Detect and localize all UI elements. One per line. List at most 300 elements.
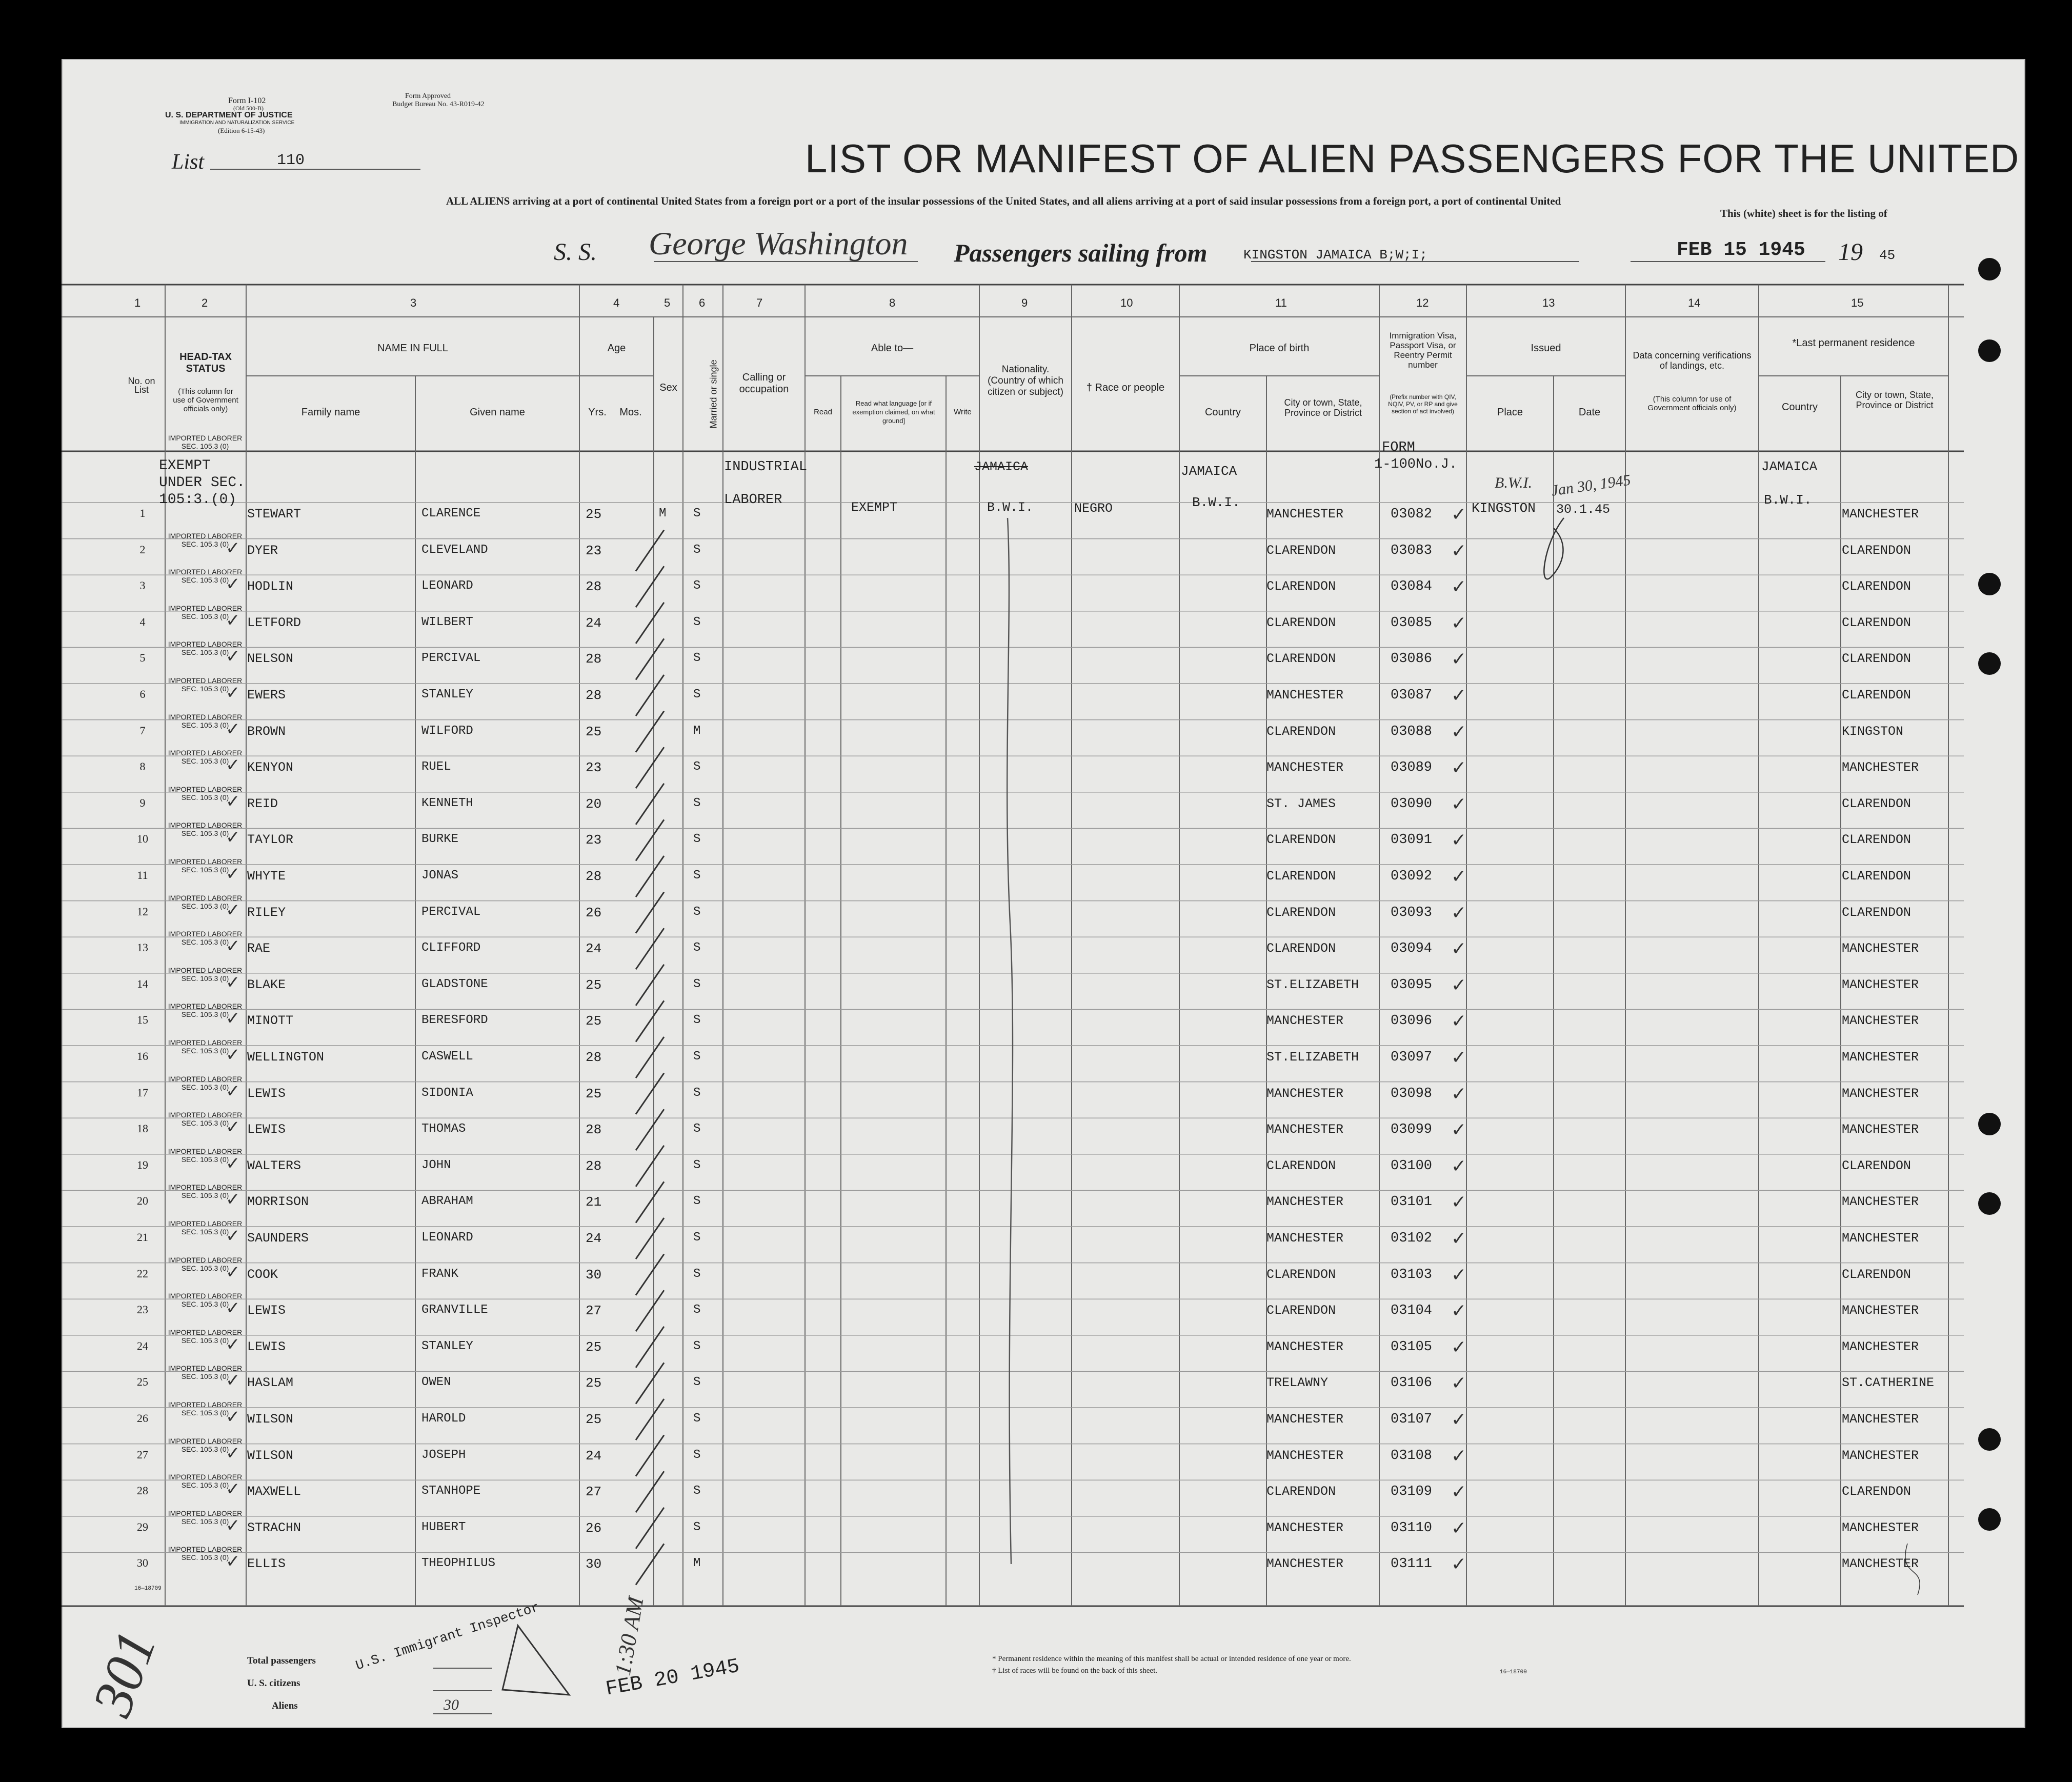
header-birth-country: Country [1204, 407, 1241, 418]
family-name: NELSON [247, 651, 294, 667]
age-years: 26 [586, 1520, 602, 1536]
form-approved: Form Approved [405, 92, 451, 100]
status-section: SEC. 105.3 (0) [181, 902, 229, 910]
given-name: WILBERT [421, 615, 473, 629]
sex-check-mark [636, 1037, 664, 1078]
given-name: HUBERT [421, 1520, 466, 1534]
age-years: 30 [586, 1267, 602, 1283]
header-last-residence: *Last permanent residence [1792, 337, 1915, 349]
status-imported-laborer: IMPORTED LABORER [168, 1074, 243, 1083]
status-section: SEC. 105.3 (0) [181, 1119, 229, 1128]
family-name: KENYON [247, 760, 294, 775]
year-suffix: 45 [1879, 248, 1896, 263]
res-country-line-2: B.W.I. [1764, 492, 1812, 508]
form-number: Form I-102 [228, 96, 266, 105]
header-place-of-birth: Place of birth [1249, 343, 1310, 354]
sex-check-mark [636, 711, 664, 752]
header-issued: Issued [1531, 343, 1561, 354]
sex-check-mark [636, 1363, 664, 1404]
family-name: REID [247, 796, 278, 811]
marital-status: S [693, 1267, 701, 1281]
header-name-in-full: NAME IN FULL [377, 343, 448, 354]
given-name: GLADSTONE [421, 977, 488, 991]
residence-city: CLARENDON [1842, 796, 1912, 811]
age-years: 28 [586, 1158, 602, 1174]
age-years: 28 [586, 651, 602, 667]
manifest-subtitle: ALL ALIENS arriving at a port of continental United States from a foreign port or a port of the insular possessions of the United States, and all aliens arriving at a port of said insular possessions from a foreign port, a port of continental United [446, 195, 1561, 207]
status-section: SEC. 105.3 (0) [181, 974, 229, 983]
status-section: SEC. 105.3 (0) [181, 1517, 229, 1526]
family-name: LEWIS [247, 1303, 286, 1318]
visa-check-icon: ✓ [1451, 1228, 1467, 1249]
header-visa-note: (Prefix number with QIV, NQIV, PV, or RP and give section of act involved) [1388, 393, 1458, 415]
status-imported-laborer: IMPORTED LABORER [168, 604, 243, 612]
birth-city: ST. JAMES [1266, 796, 1336, 811]
sex-check-mark [636, 566, 664, 607]
sex-check-mark [636, 892, 664, 933]
status-imported-laborer: IMPORTED LABORER [168, 712, 243, 721]
marital-status: S [693, 1158, 701, 1172]
visa-number: 03102 [1391, 1231, 1433, 1246]
age-years: 24 [586, 941, 602, 957]
status-imported-laborer: IMPORTED LABORER [168, 1292, 243, 1300]
header-issued-date: Date [1578, 407, 1601, 418]
status-imported-laborer: IMPORTED LABORER [168, 966, 243, 974]
age-years: 28 [586, 1122, 602, 1138]
family-name: COOK [247, 1267, 278, 1282]
check-icon: ✓ [226, 1515, 240, 1535]
status-imported-laborer: IMPORTED LABORER [168, 1002, 243, 1011]
residence-city: CLARENDON [1842, 869, 1912, 884]
sex-check-mark [636, 928, 664, 969]
visa-number: 03111 [1391, 1556, 1433, 1572]
given-name: FRANK [421, 1267, 459, 1281]
header-issued-place: Place [1497, 407, 1523, 418]
nationality-line-1: JAMAICA [974, 459, 1029, 474]
visa-check-icon: ✓ [1451, 974, 1467, 995]
visa-number: 03088 [1391, 724, 1433, 739]
sex: M [659, 507, 667, 520]
check-icon: ✓ [226, 1334, 240, 1354]
status-section: SEC. 105.3 (0) [181, 576, 229, 585]
sex-check-mark [636, 1544, 664, 1585]
family-name: LEWIS [247, 1122, 286, 1137]
row-number: 11 [137, 869, 148, 882]
family-name: WALTERS [247, 1158, 301, 1173]
residence-city: MANCHESTER [1842, 1231, 1919, 1246]
birth-country-line-2: B.W.I. [1192, 495, 1240, 510]
residence-city: ST.CATHERINE [1842, 1375, 1935, 1391]
old-form-number: (Old 500-B) [233, 105, 264, 112]
row-number: 5 [139, 651, 146, 665]
age-years: 25 [586, 1013, 602, 1029]
marital-status: S [693, 1086, 701, 1100]
given-name: CLEVELAND [421, 543, 488, 557]
family-name: STEWART [247, 507, 301, 522]
marital-status: S [693, 688, 701, 702]
given-name: PERCIVAL [421, 905, 481, 919]
visa-number: 03087 [1391, 688, 1433, 703]
row-number: 25 [137, 1375, 148, 1389]
check-icon: ✓ [226, 755, 240, 775]
residence-city: CLARENDON [1842, 688, 1912, 703]
race: NEGRO [1074, 501, 1113, 516]
read-language: EXEMPT [851, 500, 898, 515]
age-years: 25 [586, 977, 602, 993]
sex-check-mark [636, 1508, 664, 1549]
status-imported-laborer: IMPORTED LABORER [168, 857, 243, 866]
residence-city: CLARENDON [1842, 651, 1912, 667]
check-icon: ✓ [226, 1117, 240, 1137]
sex-check-mark [636, 1471, 664, 1512]
family-name: RAE [247, 941, 271, 956]
status-section: SEC. 105.3 (0) [181, 720, 229, 729]
status-section: SEC. 105.3 (0) [181, 1191, 229, 1200]
marital-status: S [693, 1122, 701, 1136]
marital-status: M [693, 1556, 701, 1571]
family-name: LEWIS [247, 1086, 286, 1101]
given-name: GRANVILLE [421, 1303, 488, 1317]
residence-city: MANCHESTER [1842, 1412, 1919, 1427]
family-name: TAYLOR [247, 832, 294, 848]
row-number: 26 [137, 1412, 148, 1425]
row-number: 1 [139, 507, 146, 519]
aliens-count: 30 [444, 1696, 459, 1713]
status-imported-laborer: IMPORTED LABORER [168, 893, 243, 902]
visa-check-icon: ✓ [1451, 793, 1467, 814]
visa-check-icon: ✓ [1451, 685, 1467, 706]
visa-number: 03092 [1391, 869, 1433, 884]
birth-city: MANCHESTER [1266, 1194, 1344, 1210]
family-name: WILSON [247, 1448, 294, 1463]
status-imported-laborer: IMPORTED LABORER [168, 1111, 243, 1119]
ship-name: George Washington [649, 225, 908, 262]
birth-city: MANCHESTER [1266, 1086, 1344, 1101]
visa-check-icon: ✓ [1451, 1300, 1467, 1322]
header-age: Age [607, 343, 626, 354]
row-number: 14 [137, 977, 148, 990]
visa-check-icon: ✓ [1451, 1047, 1467, 1068]
row-number: 27 [137, 1448, 148, 1461]
header-married: Married or single [708, 359, 719, 429]
department: U. S. DEPARTMENT OF JUSTICE [165, 111, 293, 119]
visa-number: 03110 [1391, 1520, 1433, 1536]
col-number: 8 [889, 296, 896, 309]
given-name: CLARENCE [421, 507, 481, 520]
status-section-no: 105:3.(0) [159, 492, 237, 508]
header-read: Read [814, 408, 832, 416]
us-citizens-label: U. S. citizens [247, 1678, 300, 1689]
col-number: 14 [1688, 296, 1701, 309]
sex-check-mark [636, 1146, 664, 1187]
header-head-tax-note: (This column for use of Government officials only) [173, 387, 238, 413]
age-years: 25 [586, 1375, 602, 1391]
birth-city: CLARENDON [1266, 579, 1336, 594]
residence-city: CLARENDON [1842, 1484, 1912, 1499]
visa-number: 03105 [1391, 1339, 1433, 1355]
visa-check-icon: ✓ [1451, 504, 1467, 525]
visa-check-icon: ✓ [1451, 1155, 1467, 1176]
status-imported-laborer: IMPORTED LABORER [168, 640, 243, 649]
header-res-city: City or town, State, Province or District [1855, 390, 1934, 410]
marital-status: S [693, 832, 701, 847]
col-number: 3 [410, 296, 417, 309]
check-icon: ✓ [226, 936, 240, 956]
visa-check-icon: ✓ [1451, 1010, 1467, 1032]
birth-city: MANCHESTER [1266, 1339, 1344, 1354]
family-name: EWERS [247, 688, 286, 703]
visa-number: 03095 [1391, 977, 1433, 993]
sex-check-mark [636, 1290, 664, 1331]
family-name: MORRISON [247, 1194, 309, 1210]
residence-city: MANCHESTER [1842, 1448, 1919, 1463]
check-icon: ✓ [226, 864, 240, 884]
age-years: 27 [586, 1303, 602, 1319]
stamp-time: 1:30 AM [610, 1595, 649, 1677]
visa-check-icon: ✓ [1451, 1409, 1467, 1430]
sex-check-mark [636, 1000, 664, 1042]
family-name: WELLINGTON [247, 1050, 325, 1065]
family-name: MAXWELL [247, 1484, 301, 1499]
inspector-stamp: U.S. Immigrant Inspector [354, 1599, 541, 1674]
age-years: 26 [586, 905, 602, 920]
age-years: 24 [586, 1448, 602, 1464]
header-data-concerning: Data concerning verifications of landings, etc. [1633, 350, 1752, 371]
visa-check-icon: ✓ [1451, 648, 1467, 670]
family-name: STRACHN [247, 1520, 301, 1535]
residence-city: MANCHESTER [1842, 1556, 1919, 1572]
birth-city: CLARENDON [1266, 905, 1336, 920]
marital-status: S [693, 507, 701, 520]
visa-number: 03099 [1391, 1122, 1433, 1138]
total-passengers-label: Total passengers [247, 1655, 316, 1666]
check-icon: ✓ [226, 1371, 240, 1391]
residence-city: CLARENDON [1842, 579, 1912, 594]
birth-city: CLARENDON [1266, 1484, 1336, 1499]
sailing-label: Passengers sailing from [954, 238, 1208, 267]
sex-check-mark [636, 1073, 664, 1114]
birth-city: MANCHESTER [1266, 1520, 1344, 1535]
status-imported-laborer: IMPORTED LABORER [168, 568, 243, 576]
check-icon: ✓ [226, 828, 240, 848]
given-name: BERESFORD [421, 1013, 488, 1028]
row-number: 22 [137, 1267, 148, 1280]
marital-status: S [693, 869, 701, 883]
given-name: STANLEY [421, 688, 473, 702]
given-name: OWEN [421, 1375, 451, 1390]
status-section: SEC. 105.3 (0) [181, 685, 229, 693]
birth-city: MANCHESTER [1266, 1231, 1344, 1246]
marital-status: S [693, 1013, 701, 1028]
row-number: 2 [139, 543, 146, 556]
birth-city: MANCHESTER [1266, 1412, 1344, 1427]
status-imported-laborer: IMPORTED LABORER [168, 1183, 243, 1192]
print-code-right: 16—18709 [1500, 1669, 1527, 1675]
age-years: 25 [586, 1412, 602, 1427]
given-name: ABRAHAM [421, 1194, 473, 1209]
family-name: RILEY [247, 905, 286, 920]
marital-status: S [693, 905, 701, 919]
header-no-on-list: No. on List [128, 376, 155, 395]
visa-check-icon: ✓ [1451, 539, 1467, 561]
status-section: SEC. 105.3 (0) [181, 1300, 229, 1309]
visa-check-icon: ✓ [1451, 1191, 1467, 1213]
status-imported-laborer: IMPORTED LABORER [168, 1038, 243, 1047]
residence-city: CLARENDON [1842, 615, 1912, 630]
issued-place: KINGSTON [1472, 500, 1536, 516]
visa-number: 03103 [1391, 1267, 1433, 1283]
residence-city: MANCHESTER [1842, 1086, 1919, 1101]
sex-check-mark [636, 675, 664, 716]
family-name: BLAKE [247, 977, 286, 992]
service: IMMIGRATION AND NATURALIZATION SERVICE [179, 120, 295, 126]
residence-city: KINGSTON [1842, 724, 1904, 739]
marital-status: S [693, 1339, 701, 1353]
col-number: 10 [1120, 296, 1133, 309]
family-name: LEWIS [247, 1339, 286, 1354]
marital-status: S [693, 651, 701, 666]
residence-city: MANCHESTER [1842, 1013, 1919, 1029]
sex-check-mark [636, 1254, 664, 1295]
check-icon: ✓ [226, 683, 240, 703]
status-section: SEC. 105.3 (0) [181, 829, 229, 838]
marital-status: S [693, 1231, 701, 1245]
age-years: 30 [586, 1556, 602, 1572]
marital-status: S [693, 1448, 701, 1462]
residence-city: MANCHESTER [1842, 1122, 1919, 1137]
row-number: 8 [139, 760, 146, 773]
birth-city: MANCHESTER [1266, 688, 1344, 703]
row-number: 17 [137, 1086, 148, 1099]
sex-check-mark [636, 747, 664, 788]
aliens-label: Aliens [272, 1700, 298, 1711]
sex-check-mark [636, 530, 664, 571]
check-icon: ✓ [226, 1479, 240, 1499]
status-section: SEC. 105.3 (0) [181, 1047, 229, 1055]
status-section: SEC. 105.3 (0) [181, 1228, 229, 1236]
marital-status: S [693, 760, 701, 774]
check-icon: ✓ [226, 647, 240, 667]
page-number: 301 [80, 1623, 168, 1724]
marital-status: S [693, 1194, 701, 1209]
age-years: 25 [586, 1339, 602, 1355]
ss-label: S. S. [554, 238, 597, 266]
check-icon: ✓ [226, 1226, 240, 1246]
visa-number: 03100 [1391, 1158, 1433, 1174]
status-section: SEC. 105.3 (0) [181, 866, 229, 874]
age-years: 28 [586, 688, 602, 703]
header-nationality: Nationality. (Country of which citizen or subject) [988, 364, 1063, 397]
family-name: DYER [247, 543, 278, 558]
status-imported-laborer: IMPORTED LABORER [168, 1219, 243, 1228]
visa-number: 03106 [1391, 1375, 1433, 1391]
status-imported-laborer: IMPORTED LABORER [168, 930, 243, 938]
status-section: SEC. 105.3 (0) [181, 1409, 229, 1417]
visa-number: 03101 [1391, 1194, 1433, 1210]
sex-check-mark [636, 1327, 664, 1368]
given-name: RUEL [421, 760, 451, 774]
birth-city: MANCHESTER [1266, 1556, 1344, 1572]
marital-status: S [693, 1520, 701, 1534]
status-imported-laborer: IMPORTED LABORER [168, 434, 243, 442]
given-name: LEONARD [421, 579, 473, 593]
row-number: 3 [139, 579, 146, 592]
age-years: 24 [586, 615, 602, 631]
visa-check-icon: ✓ [1451, 1264, 1467, 1285]
list-label: List [172, 150, 205, 174]
birth-city: CLARENDON [1266, 869, 1336, 884]
residence-city: MANCHESTER [1842, 1050, 1919, 1065]
header-calling: Calling or occupation [739, 372, 789, 395]
status-section: SEC. 105.3 (0) [181, 1264, 229, 1272]
status-section: SEC. 105.3 (0) [181, 539, 229, 548]
col-number: 15 [1851, 296, 1864, 309]
given-name: JOHN [421, 1158, 451, 1172]
status-section: SEC. 105.3 (0) [181, 793, 229, 802]
residence-city: MANCHESTER [1842, 507, 1919, 522]
residence-city: CLARENDON [1842, 543, 1912, 558]
given-name: STANHOPE [421, 1484, 481, 1498]
given-name: THEOPHILUS [421, 1556, 496, 1571]
status-imported-laborer: IMPORTED LABORER [168, 749, 243, 757]
col-number: 7 [756, 296, 763, 309]
visa-check-icon: ✓ [1451, 1481, 1467, 1503]
sex-check-mark [636, 638, 664, 679]
check-icon: ✓ [226, 538, 240, 558]
birth-city: CLARENDON [1266, 1158, 1336, 1173]
birth-country-line-1: JAMAICA [1181, 464, 1237, 479]
age-years: 20 [586, 796, 602, 812]
row-number: 9 [139, 796, 146, 809]
residence-city: CLARENDON [1842, 905, 1912, 920]
col-number: 5 [664, 296, 671, 309]
residence-city: MANCHESTER [1842, 760, 1919, 775]
date-stamp: FEB 15 1945 [1677, 239, 1805, 261]
row-number: 23 [137, 1303, 148, 1316]
visa-number: 03093 [1391, 905, 1433, 920]
row-number: 4 [139, 615, 146, 628]
status-section: SEC. 105.3 (0) [181, 1372, 229, 1381]
col-number: 11 [1275, 296, 1287, 309]
header-data-note: (This column for use of Government officials only) [1647, 395, 1737, 412]
birth-city: CLARENDON [1266, 651, 1336, 667]
status-imported-laborer: IMPORTED LABORER [168, 1473, 243, 1481]
header-visa: Immigration Visa, Passport Visa, or Reentry Permit number [1389, 331, 1457, 370]
status-imported-laborer: IMPORTED LABORER [168, 1436, 243, 1445]
birth-city: MANCHESTER [1266, 760, 1344, 775]
sex-check-mark [636, 856, 664, 897]
check-icon: ✓ [226, 719, 240, 739]
given-name: PERCIVAL [421, 651, 481, 666]
header-write: Write [954, 408, 972, 416]
visa-number: 03091 [1391, 832, 1433, 848]
check-icon: ✓ [226, 1081, 240, 1101]
header-mos: Mos. [619, 407, 642, 418]
budget-bureau: Budget Bureau No. 43-R019-42 [392, 101, 485, 108]
status-section: SEC. 105.3 (0) [181, 1481, 229, 1490]
status-section: SEC. 105.3 (0) [181, 938, 229, 947]
header-able-to: Able to— [871, 343, 914, 354]
row-number: 19 [137, 1158, 148, 1171]
visa-number: 03108 [1391, 1448, 1433, 1464]
sex-check-mark [636, 965, 664, 1006]
marital-status: M [693, 724, 701, 738]
visa-number: 03097 [1391, 1050, 1433, 1065]
birth-city: ST.ELIZABETH [1266, 1050, 1359, 1065]
birth-city: CLARENDON [1266, 1303, 1336, 1318]
status-section: SEC. 105.3 (0) [181, 648, 229, 657]
sex-check-mark [636, 819, 664, 860]
